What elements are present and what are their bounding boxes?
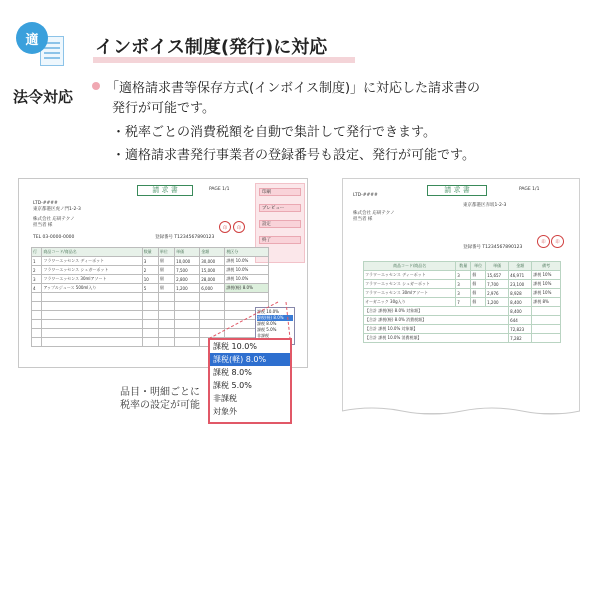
- table-row: フラワーエッセンス シュガーポット 3 個 7,700 23,100 課税 10%: [364, 280, 561, 289]
- page-indicator: PAGE 1/1: [209, 187, 230, 192]
- invoice-title: 請 求 書: [137, 185, 193, 196]
- customer-id: LTD-####: [33, 201, 58, 206]
- settings-button[interactable]: 設定: [259, 220, 301, 228]
- mini-option[interactable]: 課税 5.0%: [257, 327, 277, 332]
- table-row: 1 フラワーエッセンス ディーポット 3 個 10,000 30,000 課税 10.0%: [32, 257, 269, 266]
- table-row: フラワーエッセンス ディーポット 3 個 15,657 46,971 課税 10%: [364, 271, 561, 280]
- body-line-3: ・税率ごとの消費税額を自動で集計して発行できます。: [112, 125, 436, 140]
- body-line-2: 発行が可能です。: [112, 101, 215, 116]
- printed-items-table: [363, 261, 561, 343]
- badge-icon: 適: [16, 22, 48, 54]
- issuer-address: 東京都港区赤坂1-2-3: [463, 203, 507, 208]
- print-button[interactable]: 印刷: [259, 188, 301, 196]
- mini-option[interactable]: 課税(軽) 8.0%: [257, 315, 293, 321]
- side-label: 法令対応: [13, 88, 74, 106]
- registration-number: 登録番号 T1234567890123: [155, 235, 215, 240]
- table-row: 2 フラワーエッセンス シュガーポット 2 個 7,500 15,000 課税 10.0%: [32, 266, 269, 275]
- customer-company: 株式会社 応研テクノ: [33, 217, 75, 222]
- tax-rate-dropdown[interactable]: [208, 338, 292, 424]
- registration-number: 登録番号 T1234567890123: [463, 245, 523, 250]
- table-row: 4 アップルジュース 500ml入り 5 個 1,200 6,000 課税(軽) 8.0%: [32, 284, 269, 293]
- caption: [120, 386, 200, 412]
- paper-edge: [342, 405, 580, 419]
- table-header-row: 商品コード/商品名 数量 単位 単価 金額 備考: [364, 262, 561, 271]
- seal-icon: 印: [233, 221, 245, 233]
- tax-option[interactable]: 非課税: [213, 394, 237, 403]
- close-button[interactable]: 終了: [259, 236, 301, 244]
- summary-row: 【合計 課税 10.0% 対象額】 72,823: [364, 325, 561, 334]
- seal-icon: 印: [537, 235, 550, 248]
- page-indicator: PAGE 1/1: [519, 187, 540, 192]
- body-line-1: 「適格請求書等保存方式(インボイス制度)」に対応した請求書の: [106, 81, 481, 96]
- mini-option[interactable]: 課税 10.0%: [257, 309, 279, 314]
- caption-line-2: 税率の設定が可能: [120, 400, 200, 411]
- customer-tel: TEL 03-0000-0000: [33, 235, 75, 240]
- table-row: フラワーエッセンス 30mlアソート 3 個 2,976 8,928 課税 10%: [364, 289, 561, 298]
- summary-row: 【合計 課税 10.0% 消費税額】 7,282: [364, 334, 561, 343]
- tax-option[interactable]: 課税 5.0%: [213, 381, 252, 390]
- table-row: オーガニック 30g入り 7 個 1,200 8,400 課税 8%: [364, 298, 561, 307]
- table-row: 3 フラワーエッセンス 30mlアソート 10 個 2,800 28,000 課税 10.0%: [32, 275, 269, 284]
- bullet-dot-icon: [92, 82, 100, 90]
- summary-row: 【合計 課税(軽) 8.0% 消費税額】 644: [364, 316, 561, 325]
- tax-option[interactable]: 課税 8.0%: [213, 368, 252, 377]
- seal-icon: 印: [551, 235, 564, 248]
- customer-person: 担当者 様: [33, 223, 53, 228]
- preview-button[interactable]: プレビュー: [259, 204, 301, 212]
- tax-option-selected[interactable]: 課税(軽) 8.0%: [210, 353, 290, 366]
- customer-company: 株式会社 応研テクノ: [353, 211, 395, 216]
- tax-option[interactable]: 対象外: [213, 407, 237, 416]
- table-header-row: 行 商品コード/商品名 数量 単位 単価 金額 税区分: [32, 248, 269, 257]
- mini-option[interactable]: 課税 8.0%: [257, 321, 277, 326]
- customer-id: LTD-####: [353, 193, 378, 198]
- invoice-title: 請 求 書: [427, 185, 487, 196]
- caption-line-1: 品目・明細ごとに: [120, 387, 200, 398]
- customer-address: 東京都港区虎ノ門1-2-3: [33, 207, 81, 212]
- summary-row: 【合計 課税(軽) 8.0% 対象額】 8,400: [364, 307, 561, 316]
- seal-icon: 印: [219, 221, 231, 233]
- printed-invoice-preview: [342, 178, 580, 414]
- mini-option[interactable]: 非課税: [257, 333, 269, 338]
- tax-option[interactable]: 課税 10.0%: [213, 342, 257, 351]
- callout-connector: [200, 300, 300, 342]
- page-title: インボイス制度(発行)に対応: [95, 37, 328, 58]
- body-line-4: ・適格請求書発行事業者の登録番号も設定、発行が可能です。: [112, 148, 475, 163]
- customer-person: 担当者 様: [353, 217, 373, 222]
